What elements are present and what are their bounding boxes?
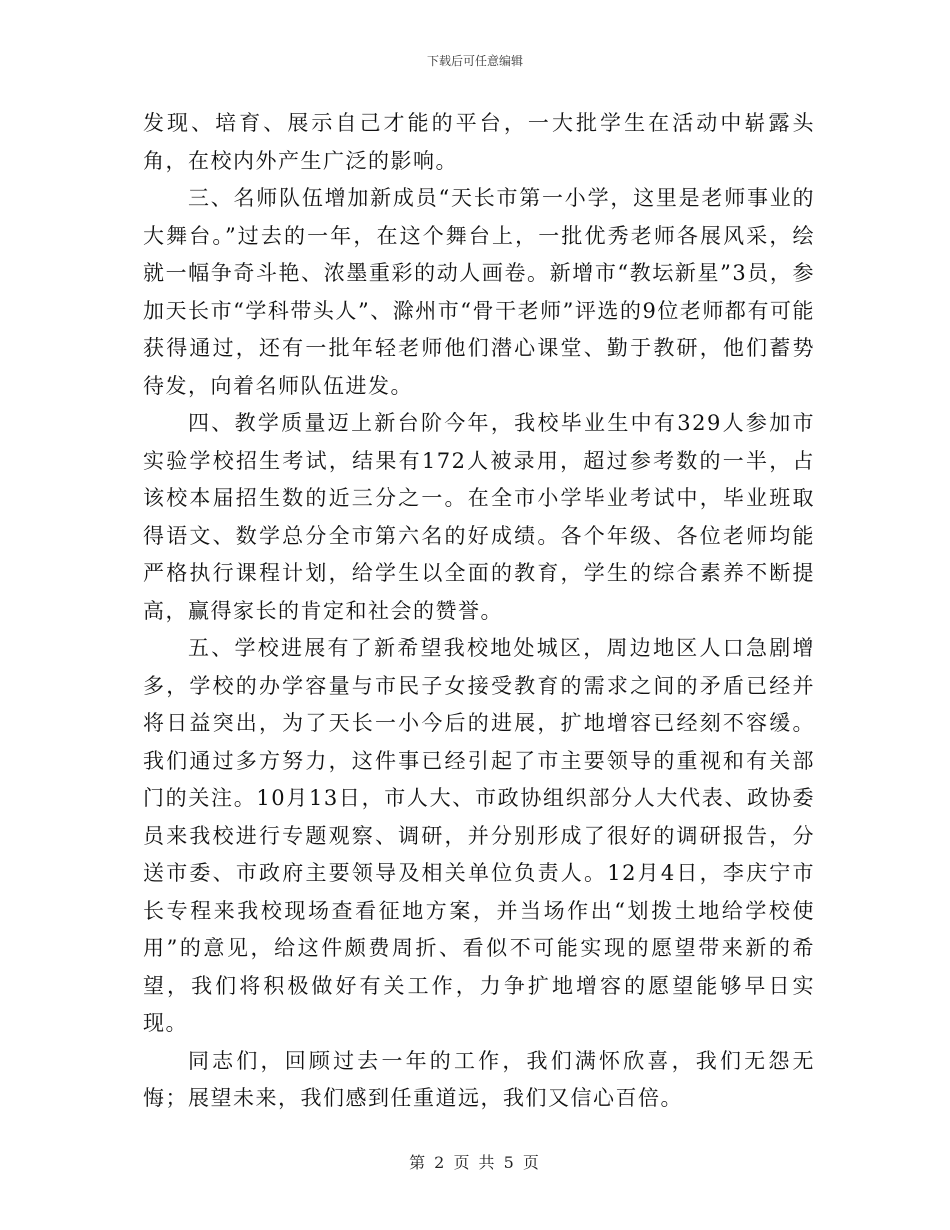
document-body xyxy=(143,105,815,1118)
paragraph-4: 五、学校进展有了新希望我校地处城区，周边地区人口急剧增多，学校的办学容量与市民子女接受教育的需求之间的矛盾已经并将日益突出，为了天长一小今后的进展，扩地增容已经刻不容缓。我们通过多方努力，这件事已经引起了市主要领导的重视和有关部门的关注。10月13日，市人大、市政协组织部分人大代表、政协委员来我校进行专题观察、调研，并分别形成了很好的调研报告，分送市委、市政府主要领导及相关单位负责人。12月4日，李庆宁市长专程来我校现场查看征地方案，并当场作出“划拨土地给学校使用”的意见，给这件颇费周折、看似不可能实现的愿望带来新的希望，我们将积极做好有关工作，力争扩地增容的愿望能够早日实现。 xyxy=(143,636,815,1035)
paragraph-3: 四、教学质量迈上新台阶今年，我校毕业生中有329人参加市实验学校招生考试，结果有172人被录用，超过参考数的一半，占该校本届招生数的近三分之一。在全市小学毕业考试中，毕业班取得语文、数学总分全市第六名的好成绩。各个年级、各位老师均能严格执行课程计划，给学生以全面的教育，学生的综合素养不断提高，赢得家长的肯定和社会的赞誉。 xyxy=(143,411,815,623)
paragraph-2: 三、名师队伍增加新成员“天长市第一小学，这里是老师事业的大舞台。”过去的一年，在这个舞台上，一批优秀老师各展风采，绘就一幅争奇斗艳、浓墨重彩的动人画卷。新增市“教坛新星”3员，参加天长市“学科带头人”、滁州市“骨干老师”评选的9位老师都有可能获得通过，还有一批年轻老师他们潜心课堂、勤于教研，他们蓄势待发，向着名师队伍进发。 xyxy=(143,186,815,398)
paragraph-1: 发现、培育、展示自己才能的平台，一大批学生在活动中崭露头角，在校内外产生广泛的影响。 xyxy=(143,111,815,173)
page-number: 第 2 页 共 5 页 xyxy=(409,1153,541,1172)
page-header-note: 下载后可任意编辑 xyxy=(426,54,523,68)
paragraph-5: 同志们，回顾过去一年的工作，我们满怀欣喜，我们无怨无悔；展望未来，我们感到任重道远，我们又信心百倍。 xyxy=(143,1048,815,1110)
